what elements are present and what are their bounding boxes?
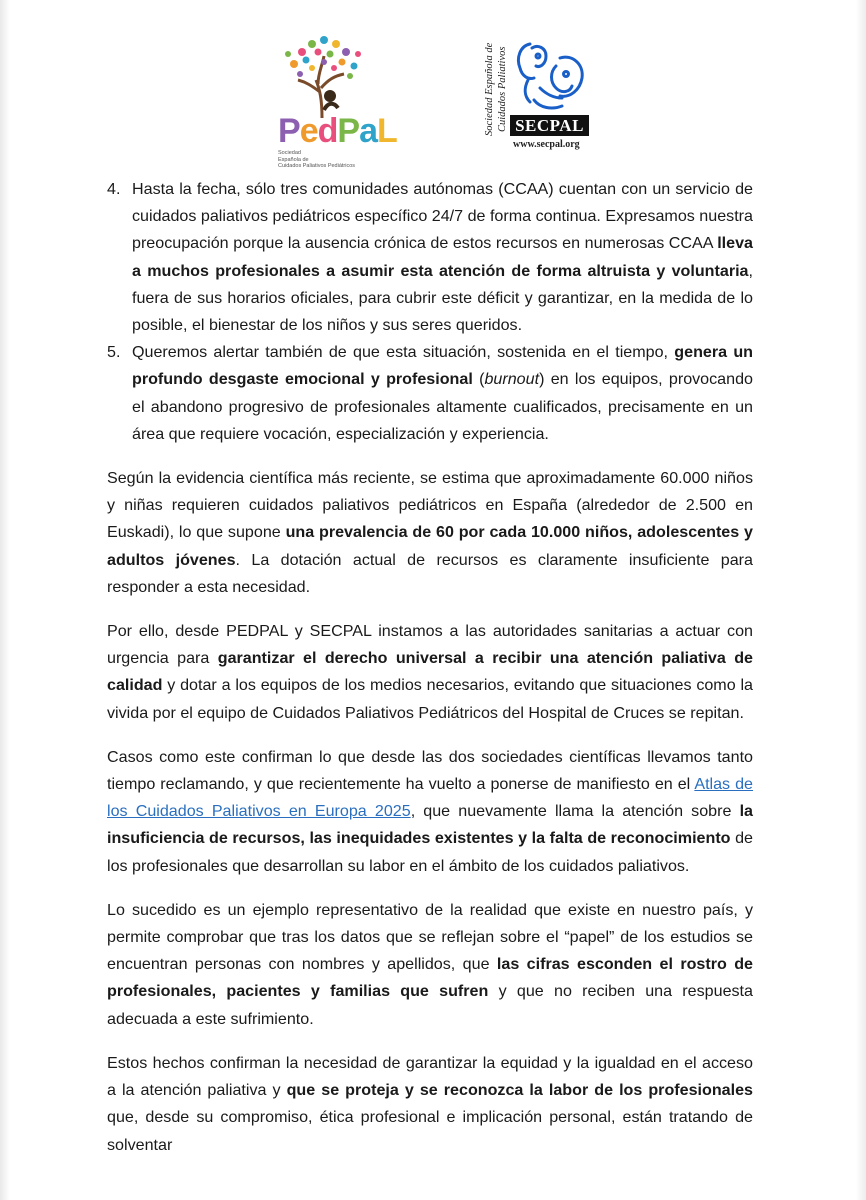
list-item: 4. Hasta la fecha, sólo tres comunidades autónomas (CCAA) cuentan con un servicio de cuidados paliativos pediátricos específico 24/7 de forma continua. Expresamos nuestra preocupación porque la ausencia crónica de estos recursos en numerosas CCAA lleva a muchos profesionales a asumir esta atención de forma altruista y voluntaria, fuera de sus horarios oficiales, para cubrir este déficit y garantizar, en la medida de lo posible, el bienestar de los niños y sus seres queridos. (107, 176, 753, 339)
list-item: 5. Queremos alertar también de que esta situación, sostenida en el tiempo, genera un profundo desgaste emocional y profesional (burnout) en los equipos, provocando el abandono progresivo de profesionales altamente cualificados, precisamente en un área que requiere vocación, especialización y experiencia. (107, 339, 753, 448)
secpal-vertical-text: Sociedad Española de Cuidados Paliativos (484, 42, 508, 136)
secpal-logo (480, 24, 600, 154)
paragraph-prevalence: Según la evidencia científica más reciente, se estima que aproximadamente 60.000 niños y niñas requieren cuidados paliativos pediátricos en España (alrededor de 2.500 en Euskadi), lo que supone una prevalencia de 60 por cada 10.000 niños, adolescentes y adultos jóvenes. La dotación actual de recursos es claramente insuficiente para responder a esta necesidad. (107, 469, 753, 596)
paragraph-reality: Lo sucedido es un ejemplo representativo de la realidad que existe en nuestro país, y permite comprobar que tras los datos que se reflejan sobre el “papel” de los estudios se encuentran personas con nombres y apellidos, que las cifras esconden el rostro de profesionales, pacientes y familias que sufren y que no reciben una respuesta adecuada a este sufrimiento. (107, 900, 753, 1028)
list-number: 5. (107, 343, 121, 362)
pedpal-subtitle: Sociedad Española de Cuidados Paliativos Pediátricos (278, 150, 356, 169)
numbered-list (107, 176, 753, 448)
secpal-url: www.secpal.org (513, 139, 580, 150)
paragraph-request: Por ello, desde PEDPAL y SECPAL instamos a las autoridades sanitarias a actuar con urgencia para garantizar el derecho universal a recibir una atención paliativa de calidad y dotar a los equipos de los medios necesarios, evitando que situaciones como la vivida por el equipo de Cuidados Paliativos Pediátricos del Hospital de Cruces se repitan. (107, 622, 754, 722)
page-shadow-left (0, 0, 10, 1200)
page-shadow-right (856, 0, 866, 1200)
pedpal-logo (272, 30, 397, 169)
atlas-link[interactable]: Atlas de los Cuidados Paliativos en Europa 2025 (107, 775, 753, 821)
document-body (107, 176, 753, 1159)
paragraph-equity: Estos hechos confirman la necesidad de garantizar la equidad y la igualdad en el acceso a la atención paliativa y que se proteja y se reconozca la labor de los profesionales que, desde su compromiso, ética profesional e implicación personal, están tratando de solventar (107, 1053, 753, 1154)
pedpal-wordmark: PedPaL (278, 112, 397, 150)
list-number: 4. (107, 180, 121, 198)
paragraph-atlas: Casos como este confirman lo que desde las dos sociedades científicas llevamos tanto tiempo reclamando, y que recientemente ha vuelto a ponerse de manifiesto en el Atlas de los Cuidados Paliativos en Europa 2025, que nuevamente llama la atención sobre la insuficiencia de recursos, las inequidades existentes y la falta de reconocimiento de los profesionales que desarrollan su labor en el ámbito de los cuidados paliativos. (107, 747, 753, 875)
secpal-faces-icon (510, 36, 590, 114)
secpal-name-block: SECPAL (510, 115, 589, 136)
pedpal-tree-icon (272, 30, 376, 120)
